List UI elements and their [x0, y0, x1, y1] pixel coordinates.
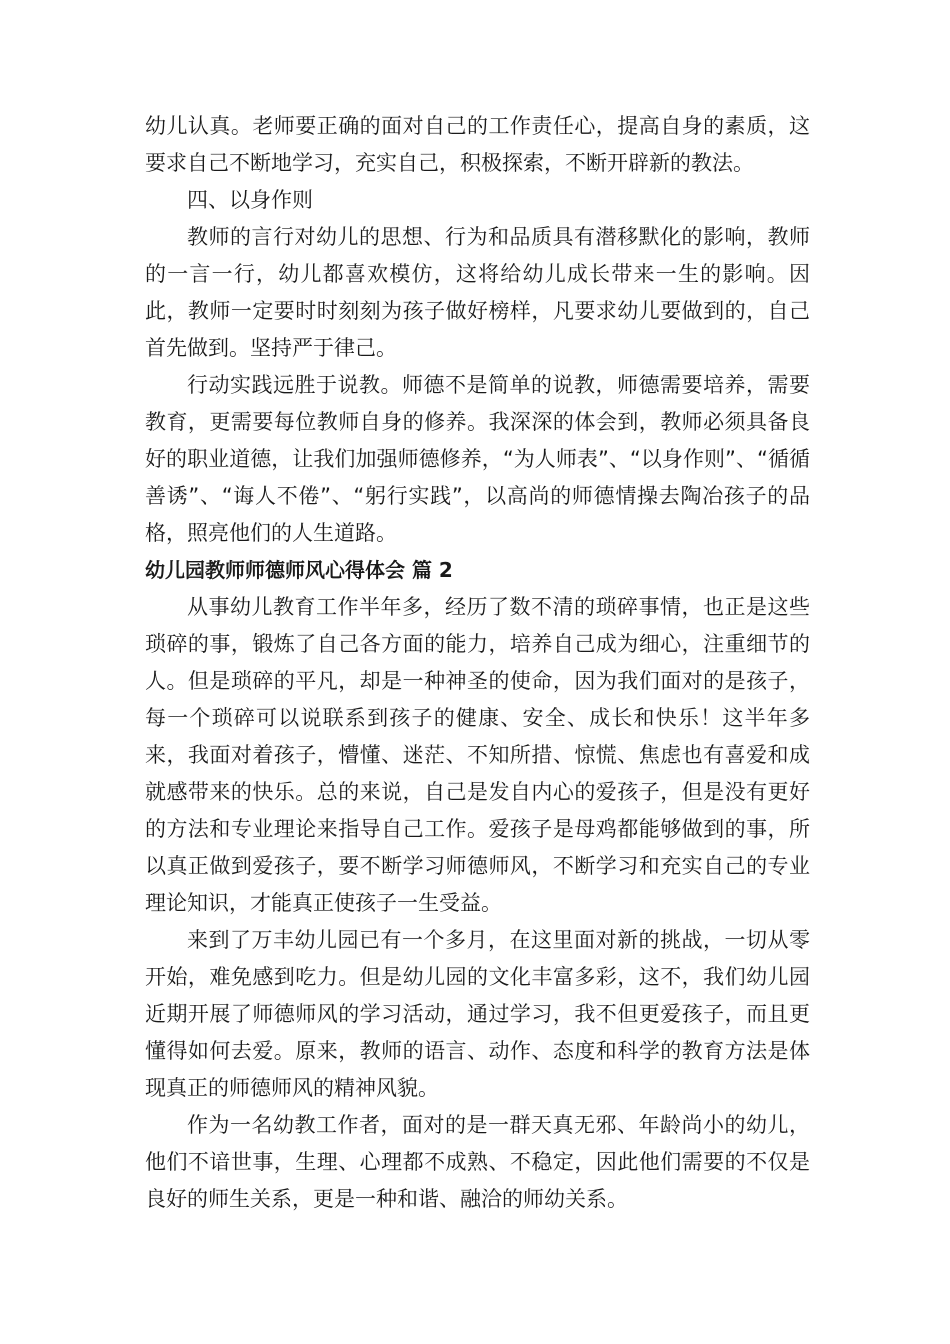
paragraph: 来到了万丰幼儿园已有一个多月，在这里面对新的挑战，一切从零开始，难免感到吃力。但是幼儿园的文化丰富多彩，这不，我们幼儿园近期开展了师德师风的学习活动，通过学习，我不但更爱孩子，而且更懂得如何去爱。原来，教师的语言、动作、态度和科学的教育方法是体现真正的师德师风的精神风貌。 — [145, 928, 810, 1100]
document-body — [145, 108, 810, 1218]
paragraph: 教师的言行对幼儿的思想、行为和品质具有潜移默化的影响，教师的一言一行，幼儿都喜欢模仿，这将给幼儿成长带来一生的影响。因此，教师一定要时时刻刻为孩子做好榜样，凡要求幼儿要做到的，自己首先做到。坚持严于律己。 — [145, 225, 810, 360]
paragraph: 作为一名幼教工作者，面对的是一群天真无邪、年龄尚小的幼儿，他们不谙世事，生理、心理都不成熟、不稳定，因此他们需要的不仅是良好的师生关系，更是一种和谐、融洽的师幼关系。 — [145, 1113, 810, 1211]
article-title: 幼儿园教师师德师风心得体会 篇 2 — [145, 558, 453, 582]
paragraph: 从事幼儿教育工作半年多，经历了数不清的琐碎事情，也正是这些琐碎的事，锻炼了自己各方面的能力，培养自己成为细心，注重细节的人。但是琐碎的平凡，却是一种神圣的使命，因为我们面对的是孩子，每一个琐碎可以说联系到孩子的健康、安全、成长和快乐！这半年多来，我面对着孩子，懵懂、迷茫、不知所措、惊慌、焦虑也有喜爱和成就感带来的快乐。总的来说，自己是发自内心的爱孩子，但是没有更好的方法和专业理论来指导自己工作。爱孩子是母鸡都能够做到的事，所以真正做到爱孩子，要不断学习师德师风，不断学习和充实自己的专业理论知识，才能真正使孩子一生受益。 — [145, 595, 810, 915]
paragraph: 行动实践远胜于说教。师德不是简单的说教，师德需要培养，需要教育，更需要每位教师自身的修养。我深深的体会到，教师必须具备良好的职业道德，让我们加强师德修养，“为人师表”、“以身作则”、“循循善诱”、“诲人不倦”、“躬行实践”，以高尚的师德情操去陶冶孩子的品格，照亮他们的人生道路。 — [145, 373, 810, 545]
section-heading-lead-by-example: 四、以身作则 — [187, 188, 313, 212]
paragraph-continuation: 幼儿认真。老师要正确的面对自己的工作责任心，提高自身的素质，这要求自己不断地学习，充实自己，积极探索，不断开辟新的教法。 — [145, 114, 810, 175]
